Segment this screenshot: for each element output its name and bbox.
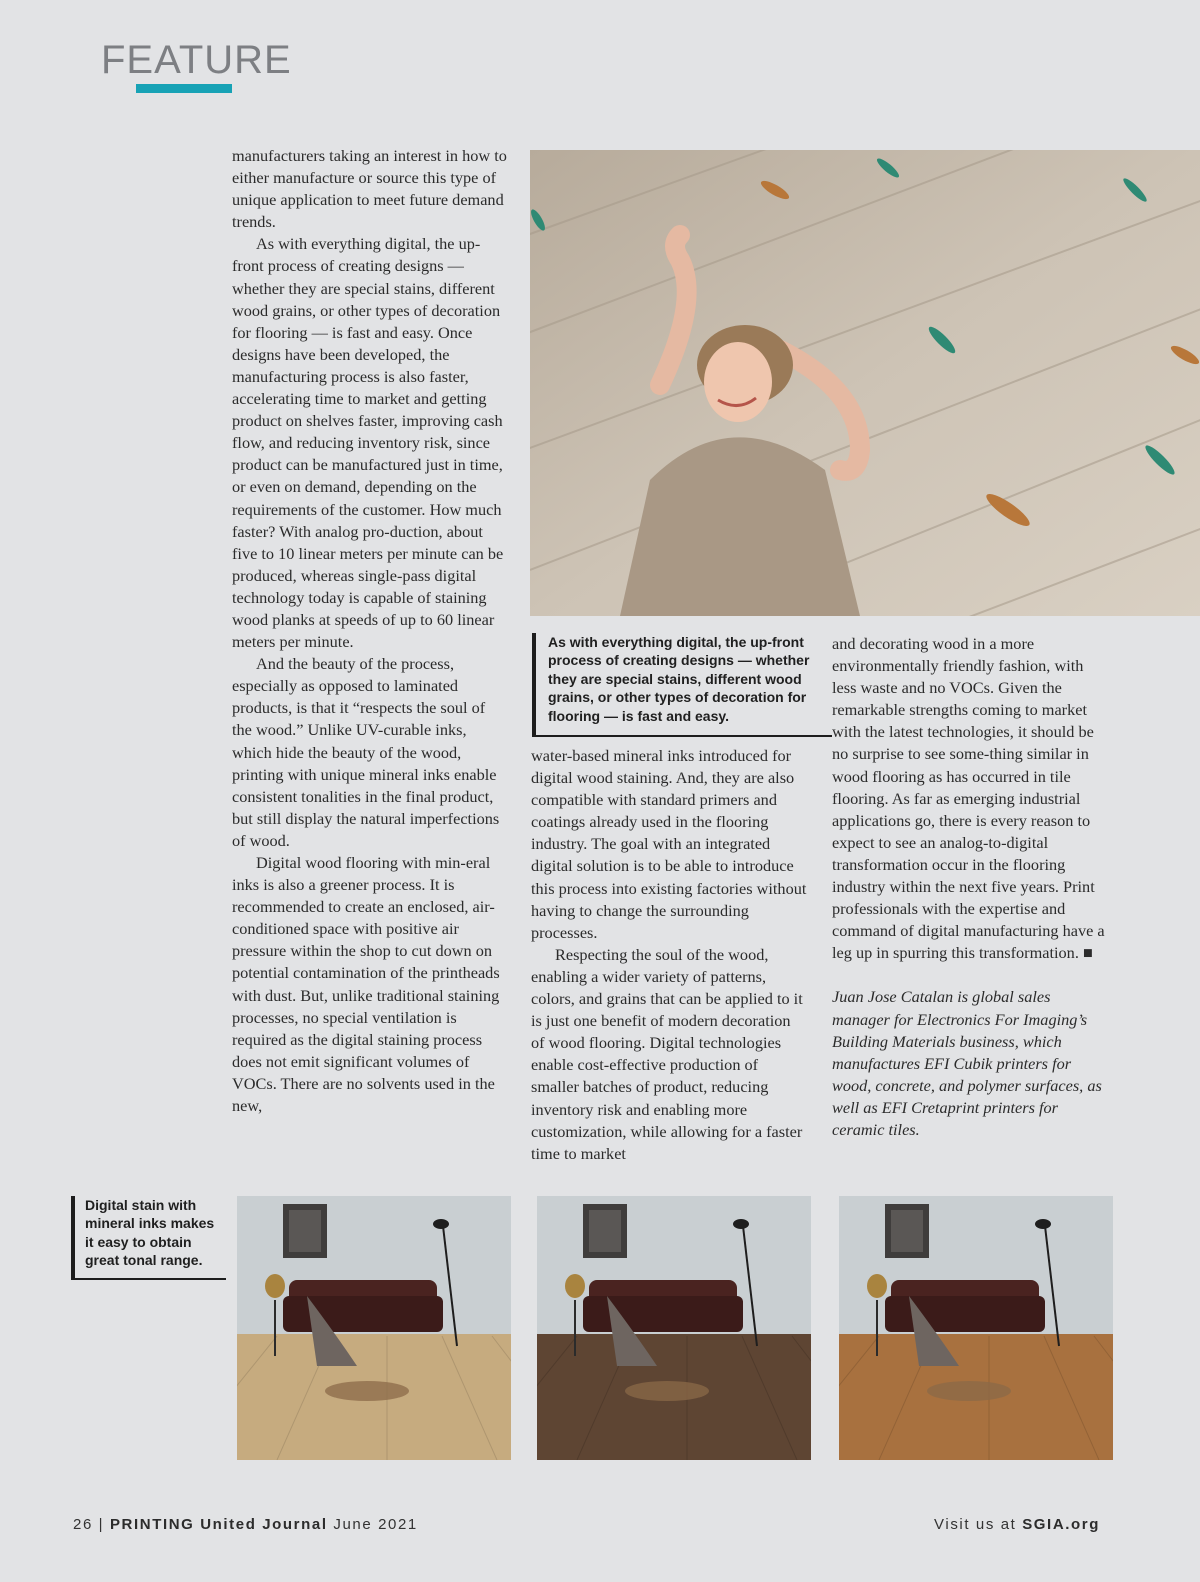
page-number: 26 xyxy=(73,1516,93,1533)
author-bio: Juan Jose Catalan is global sales manager for Electronics For Imaging’s Building Materials business, which manufactures EFI Cubik printers for wood, concrete, and polymer surfaces, as well as EFI Cretaprint printers for ceramic tiles. xyxy=(832,987,1102,1139)
publication-name: PRINTING United Journal xyxy=(109,1516,328,1533)
paragraph: manufacturers taking an interest in how to either manufacture or source this type of unique application to meet future demand trends. xyxy=(232,146,507,232)
issue-date: June 2021 xyxy=(333,1516,418,1533)
footer-folio xyxy=(73,1516,418,1533)
room-photo-honey xyxy=(839,1196,1113,1460)
folio-separator: | xyxy=(98,1516,105,1533)
footer-site xyxy=(934,1516,1100,1533)
article-column-2 xyxy=(531,745,807,1165)
paragraph: Digital wood flooring with min-eral inks is also a greener process. It is recommended to create an enclosed, air-conditioned space with positive air pressure within the shop to cut down on potential contamination of the printheads with dust. But, unlike traditional staining processes, no special ventilation is required as the digital staining process does not emit significant volumes of VOCs. There are no solvents used in the new, xyxy=(232,853,500,1116)
paragraph: Respecting the soul of the wood, enabling a wider variety of patterns, colors, and grains that can be applied to it is just one benefit of modern decoration of wood flooring. Digital technologies enable cost-effective production of smaller batches of product, reducing inventory risk and enabling more customization, while allowing for a faster time to market xyxy=(531,944,803,1163)
hero-photo xyxy=(530,150,1200,616)
paragraph: And the beauty of the process, especially as opposed to laminated products, is that it “respects the soul of the wood.” Unlike UV-curable inks, which hide the beauty of the wood, printing with unique mineral inks enable consistent tonalities in the final product, but still display the natural imperfections of wood. xyxy=(232,654,500,850)
room-photo-dark xyxy=(537,1196,811,1460)
visit-text: Visit us at xyxy=(934,1516,1017,1533)
paragraph: water-based mineral inks introduced for digital wood staining. And, they are also compatible with standard primers and coatings already used in the flooring industry. The goal with an integrated digital solution is to be able to introduce this process into existing factories without having to change the surrounding processes. xyxy=(531,746,807,942)
article-column-1 xyxy=(232,145,508,1117)
section-label: FEATURE xyxy=(101,38,292,82)
section-accent-rule xyxy=(136,84,232,93)
photo-caption: Digital stain with mineral inks makes it easy to obtain great tonal range. xyxy=(71,1196,226,1280)
pull-quote: As with everything digital, the up-front process of creating designs — whether they are special stains, different wood grains, or other types of decoration for flooring — is fast and easy. xyxy=(532,633,832,737)
paragraph: As with everything digital, the up-front process of creating designs — whether they are special stains, different wood grains, or other types of decoration for flooring — is fast and easy. Once designs have been developed, the manufacturing process is also faster, accelerating time to market and getting product on shelves faster, improving cash flow, and reducing inventory risk, since product can be manufactured just in time, or even on demand, depending on the requirements of the customer. How much faster? With analog pro-duction, about five to 10 linear meters per minute can be produced, whereas single-pass digital technology today is capable of staining wood planks at speeds of up to 60 linear meters per minute. xyxy=(232,234,504,652)
room-photo-light xyxy=(237,1196,511,1460)
paragraph: and decorating wood in a more environmentally friendly fashion, with less waste and no VOCs. Given the remarkable strengths coming to market with the latest technologies, it should be no surprise to see some-thing similar in wood flooring as has occurred in tile flooring. As far as emerging industrial applications go, there is every reason to expect to see an analog-to-digital transformation occur in the flooring industry within the next five years. Print professionals with the expertise and command of digital manufacturing have a leg up in spurring this transformation. ■ xyxy=(832,634,1105,963)
article-column-3 xyxy=(832,633,1108,1141)
site-link[interactable]: SGIA.org xyxy=(1022,1516,1100,1533)
